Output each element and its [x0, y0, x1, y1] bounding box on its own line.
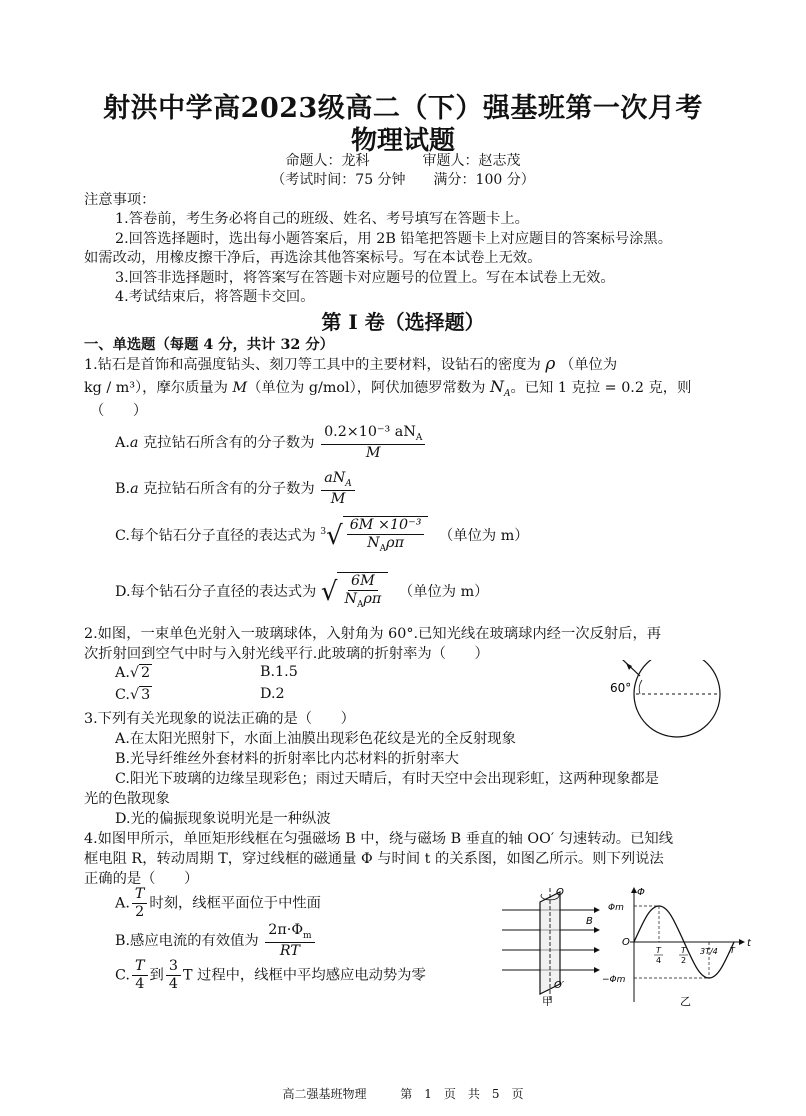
- unit-note: （单位为 m）: [438, 527, 529, 544]
- numerator: aN: [324, 470, 346, 486]
- unit-note: （单位为 m）: [398, 583, 489, 600]
- q1-option-d: [115, 572, 488, 611]
- subscript: A: [379, 544, 387, 555]
- axis-top-label: O: [556, 887, 564, 898]
- denominator: 4: [168, 976, 178, 993]
- numerator: 6M ×10⁻³: [347, 517, 425, 535]
- figure-label: 乙: [680, 995, 691, 1006]
- variable: a: [129, 434, 139, 451]
- radicand: 3: [141, 687, 151, 703]
- notice-item: 如需改动，用橡皮擦干净后，再选涂其他答案标号。写在本试卷上无效。: [84, 250, 542, 266]
- rho-symbol: ρ: [545, 354, 556, 374]
- page-number: 第 1 页 共 5 页: [400, 1087, 524, 1101]
- q4-option-b: [115, 922, 317, 960]
- unit: kg / m³: [84, 380, 136, 396]
- denominator: 4: [135, 976, 145, 993]
- incident-ray: [606, 660, 640, 676]
- page-footer: [0, 1085, 806, 1102]
- notice-item: 2.回答选择题时，选出每小题答案后，用 2B 铅笔把答题卡上对应题目的答案标号涂黑。: [115, 231, 673, 247]
- option-label: B.: [115, 480, 131, 497]
- q4-option-c: [115, 958, 426, 993]
- exam-title: 射洪中学高2023级高二（下）强基班第一次月考: [103, 93, 703, 124]
- q1-option-c: [115, 516, 529, 555]
- glass-sphere: [634, 660, 720, 737]
- q3-option-b: B.光导纤维丝外套材料的折射率比内芯材料的折射率大: [115, 751, 459, 767]
- q1-stem-line1: [84, 354, 617, 374]
- option-text: D.每个钻石分子直径的表达式为: [115, 583, 317, 600]
- q3-option-d: D.光的偏振现象说明光是一种纵波: [115, 811, 331, 827]
- field-label: B: [586, 916, 593, 927]
- setter: 命题人：龙科: [285, 153, 370, 169]
- numerator: 6M: [348, 573, 378, 591]
- exam-subject: 物理试题: [350, 126, 455, 156]
- fraction: [321, 470, 355, 508]
- t-axis-label: t: [747, 938, 751, 949]
- flux-time-graph: [600, 884, 760, 1006]
- exam-authors: [0, 150, 806, 170]
- q1-option-a: [115, 424, 427, 462]
- notice-item: 1.答卷前，考生务必将自己的班级、姓名、考号填写在答题卡上。: [115, 211, 529, 227]
- phi-axis-label: Φ: [637, 887, 645, 898]
- q1-text: （单位为 g/mol），阿伏加德罗常数为: [247, 380, 486, 396]
- rotating-coil-figure: [500, 884, 612, 1006]
- option-label: A.: [115, 895, 130, 912]
- fraction: [132, 886, 148, 921]
- fraction: [265, 922, 314, 960]
- molar-mass-symbol: M: [232, 380, 248, 396]
- incident-angle-label: 60°: [610, 681, 632, 695]
- fraction: [132, 958, 148, 993]
- option-label: A.: [115, 434, 130, 451]
- reviewer: 审题人：赵志茂: [422, 153, 521, 169]
- numerator: 2π·Φ: [268, 922, 304, 938]
- notice-heading: 注意事项：: [84, 192, 156, 208]
- denominator-tail: ρπ: [386, 535, 404, 552]
- numerator: 3: [166, 958, 181, 976]
- option-text: 时刻，线框平面位于中性面: [149, 895, 321, 912]
- angle-arc: [639, 680, 642, 694]
- q4-stem-line3: 正确的是（ ）: [84, 871, 199, 887]
- root-index: 3: [320, 527, 327, 538]
- option-text: B.感应电流的有效值为: [115, 932, 259, 949]
- subscript: m: [303, 930, 312, 941]
- q3-option-a: A.在太阳光照射下，水面上油膜出现彩色花纹是光的全反射现象: [115, 731, 516, 747]
- q1-option-b: [115, 470, 357, 508]
- origin-label: O: [622, 937, 630, 948]
- q2-stem-line2: 次折射回到空气中时与入射光线平行.此玻璃的折射率为（ ）: [84, 646, 489, 662]
- subscript: A: [503, 388, 511, 399]
- numerator: 0.2×10⁻³ aN: [324, 424, 416, 440]
- denominator: 2: [135, 904, 145, 921]
- fraction: [321, 424, 425, 462]
- option-label: C.: [115, 687, 130, 703]
- numerator: T: [132, 958, 148, 976]
- denominator: RT: [279, 942, 300, 959]
- option-text: T 过程中，线框中平均感应电动势为零: [182, 967, 426, 984]
- tick-label: 4: [656, 956, 662, 965]
- tick-label: T: [656, 946, 661, 955]
- option-text: C.每个钻石分子直径的表达式为: [115, 527, 316, 544]
- subscript: A: [345, 478, 352, 489]
- tick-label: T: [681, 946, 686, 955]
- denominator: M: [330, 490, 346, 507]
- phim-label: Φm: [608, 903, 624, 913]
- exam-info: （考试时间：75 分钟 满分：100 分）: [271, 172, 535, 188]
- tick-label: 2: [681, 956, 687, 965]
- q1-stem-line2: [84, 377, 691, 399]
- notice-item: 4.考试结束后，将答题卡交回。: [115, 289, 315, 305]
- fraction: [347, 517, 425, 555]
- numerator: T: [132, 886, 148, 904]
- footer-subject: 高二强基班物理: [282, 1087, 367, 1101]
- fraction: [166, 958, 181, 993]
- q3-option-c-cont: 光的色散现象: [84, 791, 170, 807]
- ray-arrow-icon: [626, 663, 632, 670]
- tick-label: T: [730, 946, 735, 955]
- glass-sphere-figure: [596, 660, 736, 770]
- radical-sign: √: [326, 520, 343, 551]
- q1-text: 。已知 1 克拉 = 0.2 克，则: [510, 380, 692, 396]
- section-title: 第 I 卷（选择题）: [321, 310, 485, 334]
- q4-stem-line1: 4.如图甲所示，单匝矩形线框在匀强磁场 B 中，绕与磁场 B 垂直的轴 OO′ 匀速转动。已知线: [84, 831, 673, 847]
- q4-option-a: [115, 886, 321, 921]
- answer-paren: （ ）: [90, 403, 148, 419]
- q3-stem: 3.下列有关光现象的说法正确的是（ ）: [84, 711, 355, 727]
- part-title: 一、单选题（每题 4 分，共计 32 分）: [84, 337, 334, 353]
- option-label: C.: [115, 967, 130, 984]
- q1-text: （单位为: [559, 357, 618, 373]
- variable: a: [130, 480, 139, 497]
- option-text: 克拉钻石所含有的分子数为: [138, 480, 315, 497]
- figure-label: 甲: [542, 995, 553, 1006]
- radical-sign: √: [320, 576, 338, 607]
- notice-item: 3.回答非选择题时，将答案写在答题卡对应题号的位置上。写在本试卷上无效。: [115, 270, 615, 286]
- subscript: A: [357, 600, 364, 611]
- option-text: 到: [149, 967, 164, 984]
- neg-phim-label: −Φm: [602, 975, 626, 985]
- option-text: 克拉钻石所含有的分子数为: [138, 434, 315, 451]
- option-label: A.: [115, 665, 130, 681]
- denominator: M: [365, 444, 381, 461]
- tick-label: 3T/4: [700, 947, 718, 956]
- q2-option-a: A.√ 2: [115, 665, 151, 681]
- subscript: A: [415, 432, 423, 443]
- q2-stem-line1: 2.如图，一束单色光射入一玻璃球体，入射角为 60°.已知光线在玻璃球内经一次反射后，再: [84, 626, 662, 642]
- denominator: N: [344, 591, 357, 608]
- q1-text: ），摩尔质量为: [135, 380, 228, 396]
- q2-option-b: B.1.5: [260, 664, 298, 680]
- avogadro-symbol: N: [489, 377, 504, 396]
- fraction: [341, 573, 384, 611]
- q1-text: 1.钻石是首饰和高强度钻头、刻刀等工具中的主要材料，设钻石的密度为: [84, 357, 541, 373]
- q4-stem-line2: 框电阻 R，转动周期 T，穿过线框的磁通量 Φ 与时间 t 的关系图，如图乙所示。则下列说法: [84, 851, 664, 867]
- denominator-tail: ρπ: [363, 591, 382, 608]
- radicand: 2: [141, 665, 151, 681]
- q2-option-d: D.2: [260, 686, 285, 702]
- denominator: N: [367, 535, 380, 552]
- q2-option-c: C.√ 3: [115, 687, 151, 703]
- q3-option-c: C.阳光下玻璃的边缘呈现彩色；雨过天晴后，有时天空中会出现彩虹，这两种现象都是: [115, 771, 659, 787]
- arrow-icon: [739, 939, 745, 945]
- axis-bottom-label: O′: [554, 980, 565, 991]
